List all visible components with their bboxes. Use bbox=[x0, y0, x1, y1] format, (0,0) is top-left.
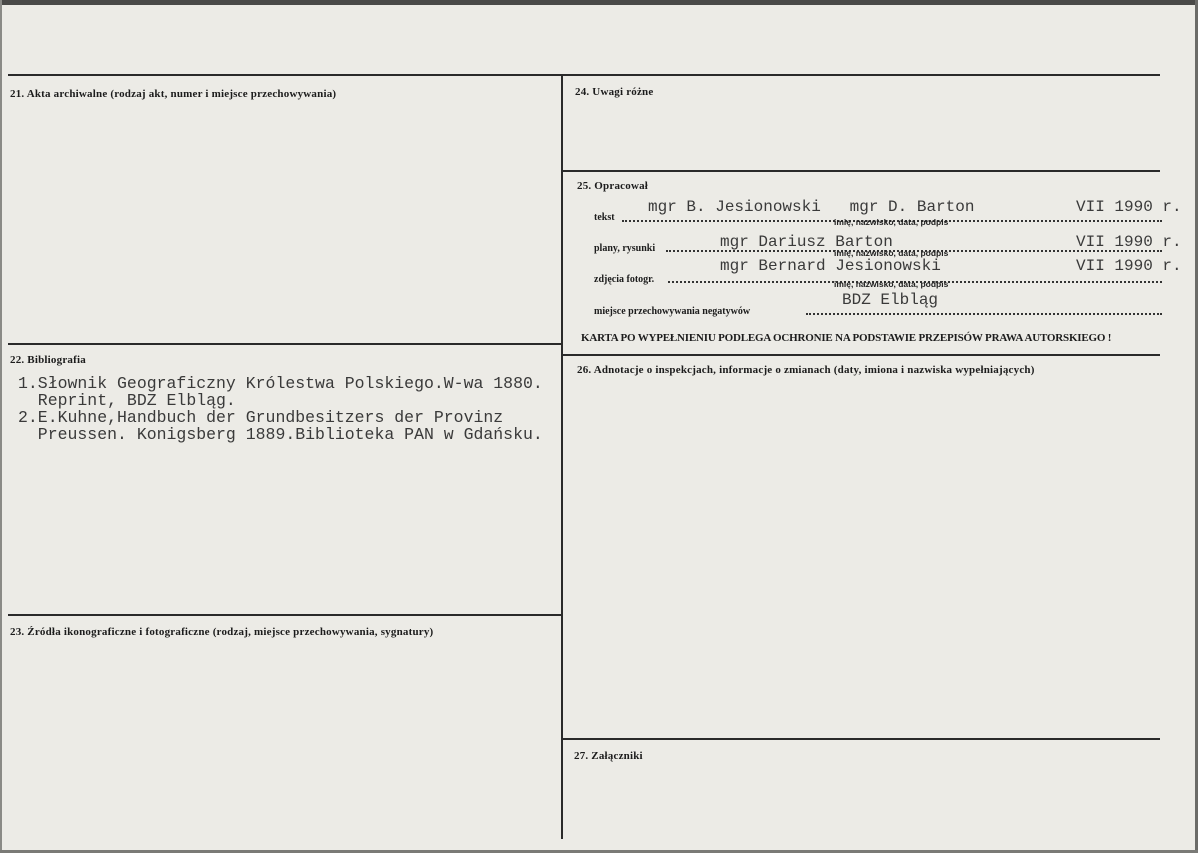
bibliography-line-2: Reprint, BDZ Elbląg. bbox=[18, 391, 236, 410]
bibliography-line-1: 1.Słownik Geograficzny Królestwa Polskiego.W-wa 1880. bbox=[18, 374, 543, 393]
bibliography-line-3: 2.E.Kuhne,Handbuch der Grundbesitzers der Provinz bbox=[18, 408, 504, 427]
zdjecia-caption: imię, nazwisko, data, podpis bbox=[834, 279, 949, 289]
scan-top-edge bbox=[0, 0, 1198, 5]
plany-label: plany, rysunki bbox=[594, 243, 656, 254]
section-26-label: 26. Adnotacje o inspekcjach, informacje o zmianach (daty, imiona i nazwiska wypełniających) bbox=[577, 364, 1035, 376]
tekst-date: VII 1990 r. bbox=[1076, 198, 1182, 216]
copyright-warning: KARTA PO WYPEŁNIENIU PODLEGA OCHRONIE NA PODSTAWIE PRZEPISÓW PRAWA AUTORSKIEGO ! bbox=[581, 332, 1112, 344]
miejsce-label: miejsce przechowywania negatywów bbox=[594, 306, 751, 317]
center-divider bbox=[561, 74, 563, 839]
section-27-label: 27. Załączniki bbox=[574, 750, 643, 762]
section-23-label: 23. Źródła ikonograficzne i fotograficzne (rodzaj, miejsce przechowywania, sygnatury) bbox=[10, 626, 434, 638]
miejsce-dotted-line bbox=[806, 313, 1162, 315]
scan-left-edge bbox=[0, 0, 2, 853]
plany-value: mgr Dariusz Barton bbox=[720, 233, 893, 251]
tekst-label: tekst bbox=[594, 212, 615, 223]
section-22-label: 22. Bibliografia bbox=[10, 354, 86, 366]
section-24-label: 24. Uwagi różne bbox=[575, 86, 654, 98]
tekst-value: mgr B. Jesionowski mgr D. Barton bbox=[648, 198, 975, 216]
plany-date: VII 1990 r. bbox=[1076, 233, 1182, 251]
rule-25-26 bbox=[563, 354, 1160, 356]
rule-21-22 bbox=[8, 343, 561, 345]
rule-26-27 bbox=[563, 738, 1160, 740]
zdjecia-value: mgr Bernard Jesionowski bbox=[720, 257, 941, 275]
rule-24-25 bbox=[563, 170, 1160, 172]
tekst-caption: imię, nazwisko, data, podpis bbox=[834, 217, 949, 227]
plany-caption: imię, nazwisko, data, podpis bbox=[834, 248, 949, 258]
section-25-label: 25. Opracował bbox=[577, 180, 649, 192]
zdjecia-label: zdjęcia fotogr. bbox=[594, 274, 655, 285]
rule-22-23 bbox=[8, 614, 561, 616]
miejsce-value: BDZ Elbląg bbox=[842, 291, 939, 309]
bibliography-line-4: Preussen. Konigsberg 1889.Biblioteka PAN w Gdańsku. bbox=[18, 425, 543, 444]
section-21-label: 21. Akta archiwalne (rodzaj akt, numer i miejsce przechowywania) bbox=[10, 88, 337, 100]
zdjecia-date: VII 1990 r. bbox=[1076, 257, 1182, 275]
top-rule bbox=[8, 74, 1160, 76]
